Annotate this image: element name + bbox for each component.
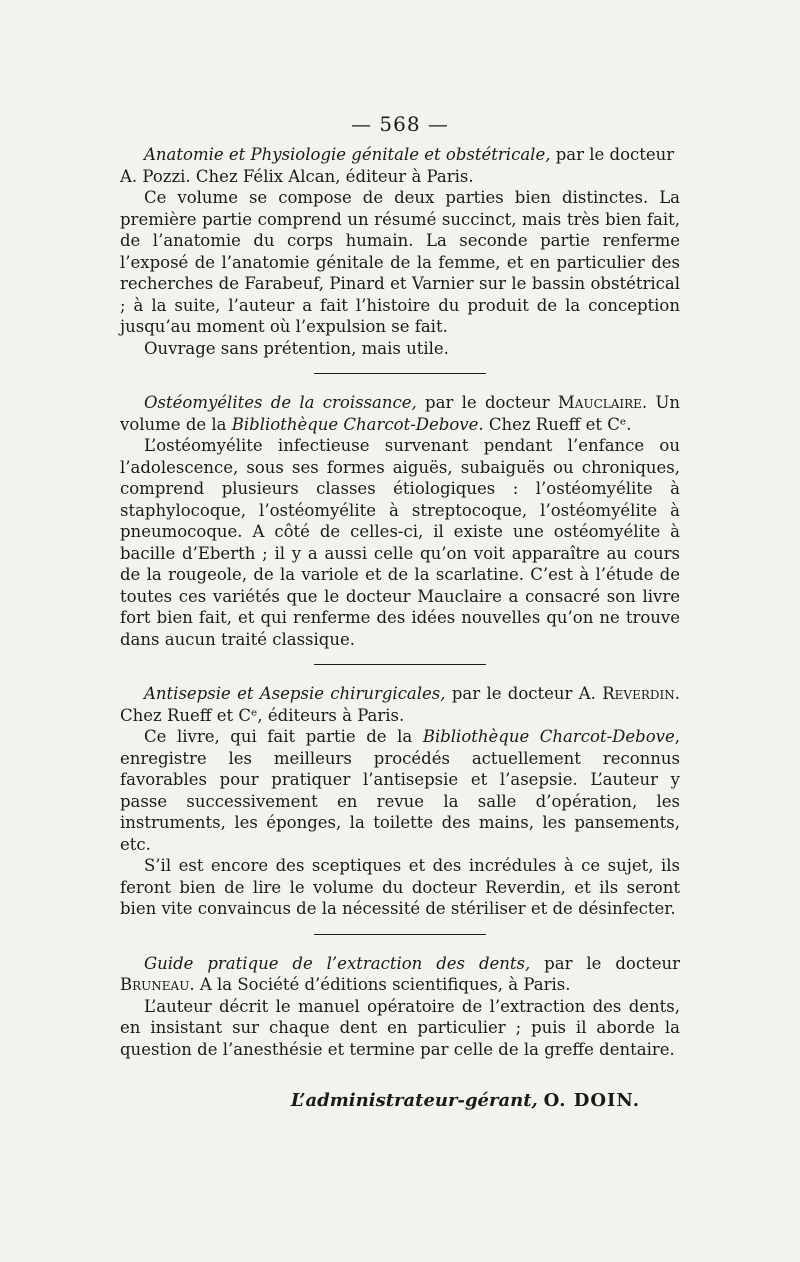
book-title: Antisepsie et Asepsie chirurgicales, xyxy=(144,684,446,703)
entry-heading xyxy=(120,144,680,166)
byline: par le docteur A. xyxy=(445,684,603,703)
review-paragraph: L’auteur décrit le manuel opératoire de l’extraction des dents, en insistant sur chaque dent en particulier ; puis il aborde la question de l’anesthésie et termine par celle de la greffe dentaire. xyxy=(120,996,680,1059)
book-title: Ostéomyélites de la croissance, xyxy=(144,393,417,412)
paragraph-text: Ce livre, qui fait partie de la xyxy=(144,727,423,746)
author-line: A. Pozzi. Chez Félix Alcan, éditeur à Paris. xyxy=(120,166,474,186)
author-name: Mauclaire xyxy=(557,393,642,412)
document-page xyxy=(120,112,680,1111)
series-title: Bibliothèque Charcot-Debove xyxy=(422,727,675,746)
review-paragraph: L’ostéomyélite infectieuse survenant pendant l’enfance ou l’adolescence, sous ses formes aiguës, subaiguës ou chroniques, comprend plusieurs classes étiologiques : l’ostéomyélite à staphylocoque, l’ostéomyélite à streptocoque, l’ostéomyélite à pneumocoque. A côté de celles-ci, il existe une ostéomyélite à bacille d’Eberth ; il y a aussi celle qu’on voit apparaître au cours de la rougeole, de la variole et de la scarlatine. C’est à l’étude de toutes ces variétés que le docteur Mauclaire a consacré son livre fort bien fait, et qui renferme des idées nouvelles qu’on ne trouve dans aucun traité classique. xyxy=(120,436,680,649)
review-entry-anatomie xyxy=(120,144,680,359)
entry-heading xyxy=(120,953,680,996)
review-paragraph: Ouvrage sans prétention, mais utile. xyxy=(144,338,449,358)
signature-name: O. DOIN. xyxy=(543,1090,640,1111)
page-number: — 568 — xyxy=(351,112,449,136)
author-name: Bruneau xyxy=(120,975,190,994)
byline: par le docteur xyxy=(550,145,675,164)
section-divider xyxy=(314,664,486,665)
review-paragraph: Ce volume se compose de deux parties bien distinctes. La première partie comprend un résumé succinct, mais très bien fait, de l’anatomie du corps humain. La seconde partie renferme l’exposé de l’anatomie génitale de la femme, et en particulier des recherches de Farabeuf, Pinard et Varnier sur le bassin obstétrical ; à la suite, l’auteur a fait l’histoire du produit de la conception jusqu’au moment où l’expulsion se fait. xyxy=(120,188,680,336)
publisher: . Chez Rueff et Cᵉ. xyxy=(478,414,632,434)
section-divider xyxy=(314,373,486,374)
review-entry-antisepsie xyxy=(120,683,680,920)
review-entry-osteomyelites xyxy=(120,392,680,650)
section-divider xyxy=(314,934,486,935)
signature xyxy=(120,1090,680,1111)
review-paragraph xyxy=(120,726,680,855)
book-title: Anatomie et Physiologie génitale et obstétricale, xyxy=(144,145,551,164)
review-entry-guide xyxy=(120,953,680,1061)
byline: par le docteur xyxy=(530,953,680,973)
signature-role: L’administrateur-gérant, xyxy=(290,1090,538,1111)
entry-heading xyxy=(120,392,680,435)
author-name: Reverdin xyxy=(602,684,675,703)
publisher: . Chez Rueff et Cᵉ, éditeurs à Paris. xyxy=(120,684,680,725)
publisher: . A la Société d’éditions scientifiques, à Paris. xyxy=(189,975,571,994)
byline: par le docteur xyxy=(416,393,558,412)
byline-continued: . Un volume de la xyxy=(120,393,680,434)
entry-heading xyxy=(120,683,680,726)
review-paragraph: S’il est encore des sceptiques et des incrédules à ce sujet, ils feront bien de lire le volume du docteur Reverdin, et ils seront bien vite convaincus de la nécessité de stériliser et de désinfecter. xyxy=(120,856,680,918)
book-title: Guide pratique de l’extraction des dents, xyxy=(144,953,531,973)
paragraph-text: , enregistre les meilleurs procédés actuellement reconnus favorables pour pratiquer l’antisepsie et l’asepsie. L’auteur y passe successivement en revue la salle d’opération, les instruments, les éponges, la toilette des mains, les pansements, etc. xyxy=(120,727,680,854)
series-title: Bibliothèque Charcot-Debove xyxy=(231,414,479,434)
